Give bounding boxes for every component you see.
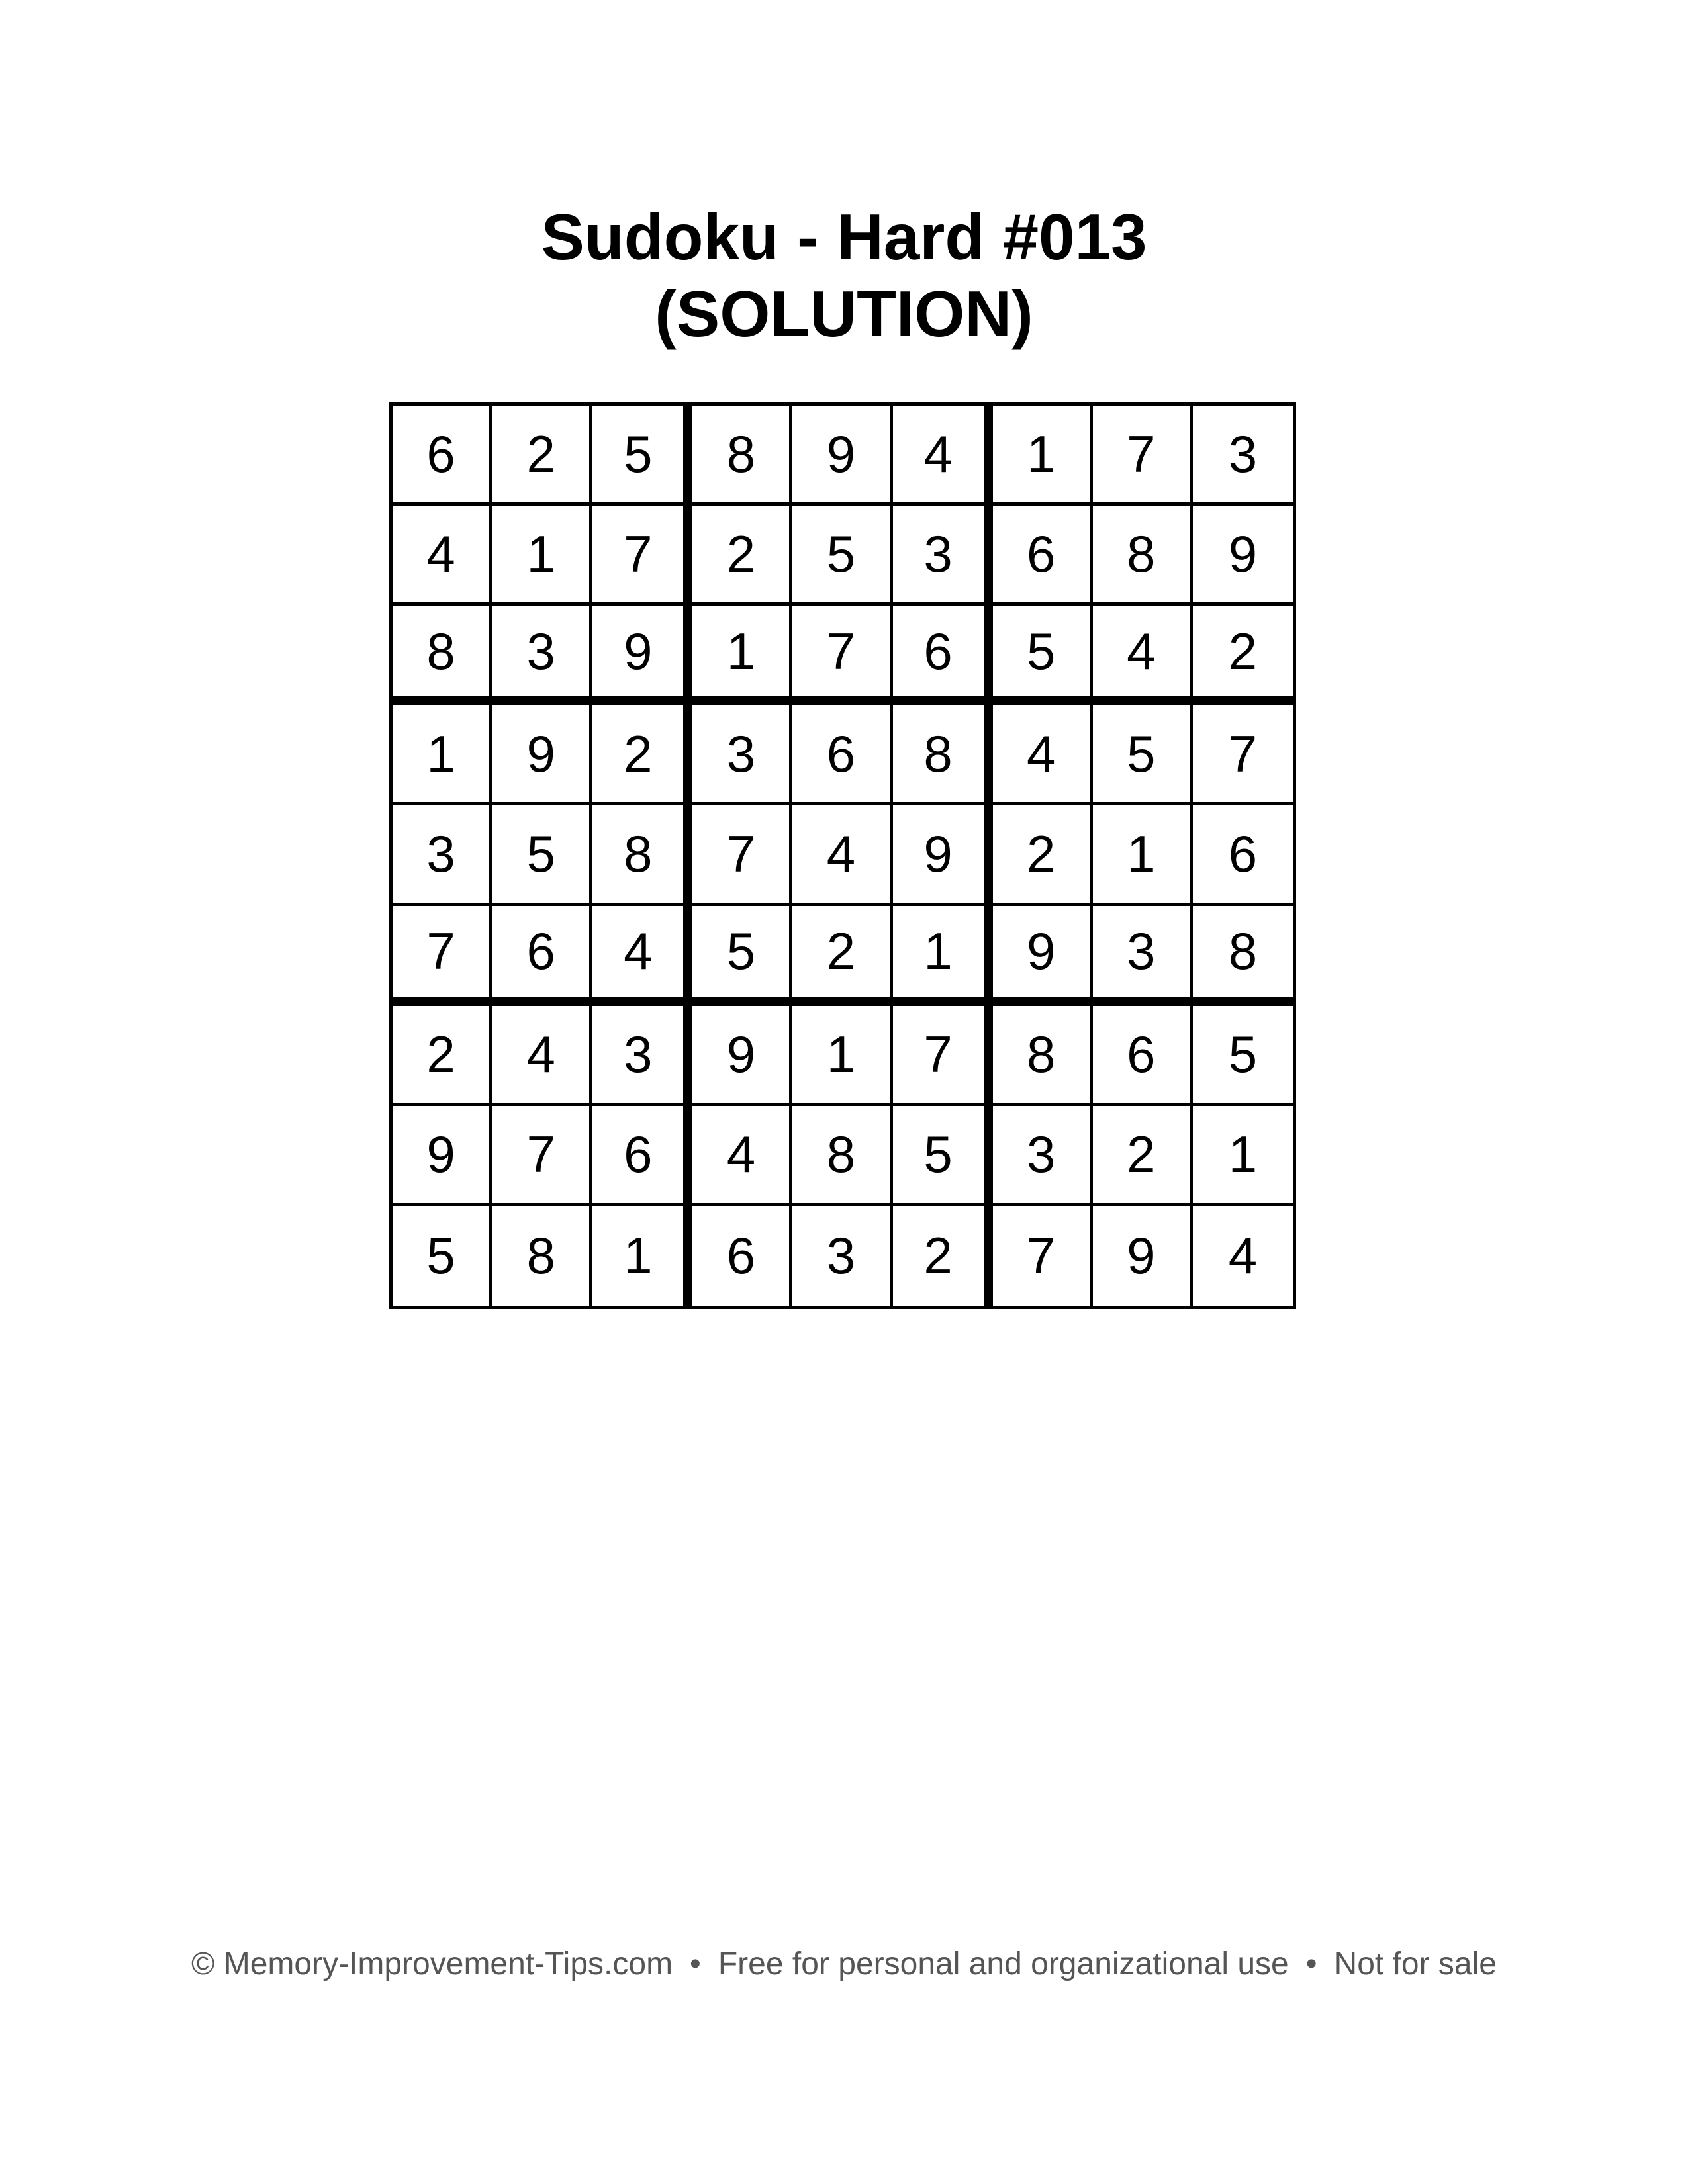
sudoku-grid (389, 402, 1296, 1309)
page-title-line2: (SOLUTION) (655, 277, 1033, 350)
footer-separator: • (1305, 1946, 1317, 1981)
sudoku-cell: 1 (592, 1206, 692, 1306)
sudoku-cell: 6 (492, 906, 592, 1006)
sudoku-cell: 7 (492, 1106, 592, 1206)
sudoku-cell: 9 (592, 606, 692, 705)
sudoku-cell: 1 (692, 606, 792, 705)
sudoku-cell: 9 (393, 1106, 492, 1206)
sudoku-cell: 9 (792, 406, 892, 506)
sudoku-cell: 7 (393, 906, 492, 1006)
sudoku-cell: 9 (1093, 1206, 1193, 1306)
sudoku-cell: 9 (692, 1006, 792, 1106)
sudoku-cell: 1 (1093, 805, 1193, 905)
footer-separator: • (690, 1946, 701, 1981)
sudoku-cell: 4 (492, 1006, 592, 1106)
sudoku-cell: 5 (1093, 705, 1193, 805)
sudoku-cell: 8 (393, 606, 492, 705)
sudoku-cell: 1 (1193, 1106, 1293, 1206)
sudoku-cell: 5 (492, 805, 592, 905)
sudoku-cell: 5 (993, 606, 1093, 705)
sudoku-cell: 4 (1228, 1226, 1258, 1285)
sudoku-cell: 3 (993, 1106, 1093, 1206)
sudoku-cell: 3 (692, 705, 792, 805)
sudoku-cell: 4 (692, 1106, 792, 1206)
sudoku-cell: 8 (1093, 506, 1193, 606)
sudoku-cell: 6 (792, 705, 892, 805)
sudoku-cell: 6 (592, 1106, 692, 1206)
sudoku-cell: 8 (692, 406, 792, 506)
sudoku-cell: 9 (492, 705, 592, 805)
sudoku-cell: 6 (993, 506, 1093, 606)
sudoku-cell: 6 (1093, 1006, 1193, 1106)
sudoku-cell: 7 (1193, 705, 1293, 805)
sudoku-cell: 2 (792, 906, 892, 1006)
sudoku-cell: 6 (393, 406, 492, 506)
footer-sale: Not for sale (1334, 1946, 1497, 1981)
sudoku-cell: 4 (792, 805, 892, 905)
sudoku-cell: 7 (893, 1006, 993, 1106)
sudoku-cell: 2 (893, 1206, 993, 1306)
sudoku-cell: 6 (1193, 805, 1293, 905)
sudoku-cell: 5 (393, 1206, 492, 1306)
footer-copyright: © Memory-Improvement-Tips.com (191, 1946, 673, 1981)
sudoku-cell: 9 (1193, 506, 1293, 606)
sudoku-cell: 1 (893, 906, 993, 1006)
sudoku-cell: 7 (692, 805, 792, 905)
sudoku-cell: 1 (792, 1006, 892, 1106)
sudoku-cell: 4 (1093, 606, 1193, 705)
footer (0, 1946, 1688, 1982)
sudoku-cell: 7 (1093, 406, 1193, 506)
sudoku-cell: 2 (1093, 1106, 1193, 1206)
sudoku-cell: 8 (592, 805, 692, 905)
sudoku-cell: 7 (792, 606, 892, 705)
sudoku-cell: 4 (993, 705, 1093, 805)
sudoku-cell: 8 (893, 705, 993, 805)
sudoku-cell: 2 (492, 406, 592, 506)
sudoku-cell: 3 (792, 1206, 892, 1306)
sudoku-cell: 9 (893, 805, 993, 905)
sudoku-cell: 6 (893, 606, 993, 705)
sudoku-cell: 4 (393, 506, 492, 606)
sudoku-cell: 2 (692, 506, 792, 606)
sudoku-cell: 5 (893, 1106, 993, 1206)
sudoku-cell: 6 (692, 1206, 792, 1306)
sudoku-cell: 1 (492, 506, 592, 606)
footer-usage: Free for personal and organizational use (718, 1946, 1289, 1981)
sudoku-cell: 4 (893, 406, 993, 506)
sudoku-cell: 5 (792, 506, 892, 606)
sudoku-cell: 5 (692, 906, 792, 1006)
sudoku-cell: 3 (592, 1006, 692, 1106)
sudoku-cell: 7 (592, 506, 692, 606)
sudoku-cell: 1 (993, 406, 1093, 506)
sudoku-cell: 1 (393, 705, 492, 805)
page-title (0, 199, 1688, 352)
sudoku-cell: 3 (893, 506, 993, 606)
sudoku-cell: 3 (492, 606, 592, 705)
sudoku-cell: 8 (492, 1206, 592, 1306)
sudoku-cell: 3 (393, 805, 492, 905)
sudoku-cell: 2 (1193, 606, 1293, 705)
sudoku-cell: 2 (592, 705, 692, 805)
sudoku-cell: 2 (993, 805, 1093, 905)
sudoku-cell: 8 (993, 1006, 1093, 1106)
sudoku-cell: 2 (393, 1006, 492, 1106)
sudoku-cell: 7 (993, 1206, 1093, 1306)
page-title-line1: Sudoku - Hard #013 (541, 201, 1147, 273)
sudoku-cell: 5 (1193, 1006, 1293, 1106)
sudoku-cell: 4 (592, 906, 692, 1006)
sudoku-cell: 3 (1093, 906, 1193, 1006)
sudoku-cell: 8 (792, 1106, 892, 1206)
sudoku-cell: 8 (1193, 906, 1293, 1006)
sudoku-cell: 5 (592, 406, 692, 506)
sudoku-cell: 3 (1193, 406, 1293, 506)
sudoku-cell: 9 (993, 906, 1093, 1006)
